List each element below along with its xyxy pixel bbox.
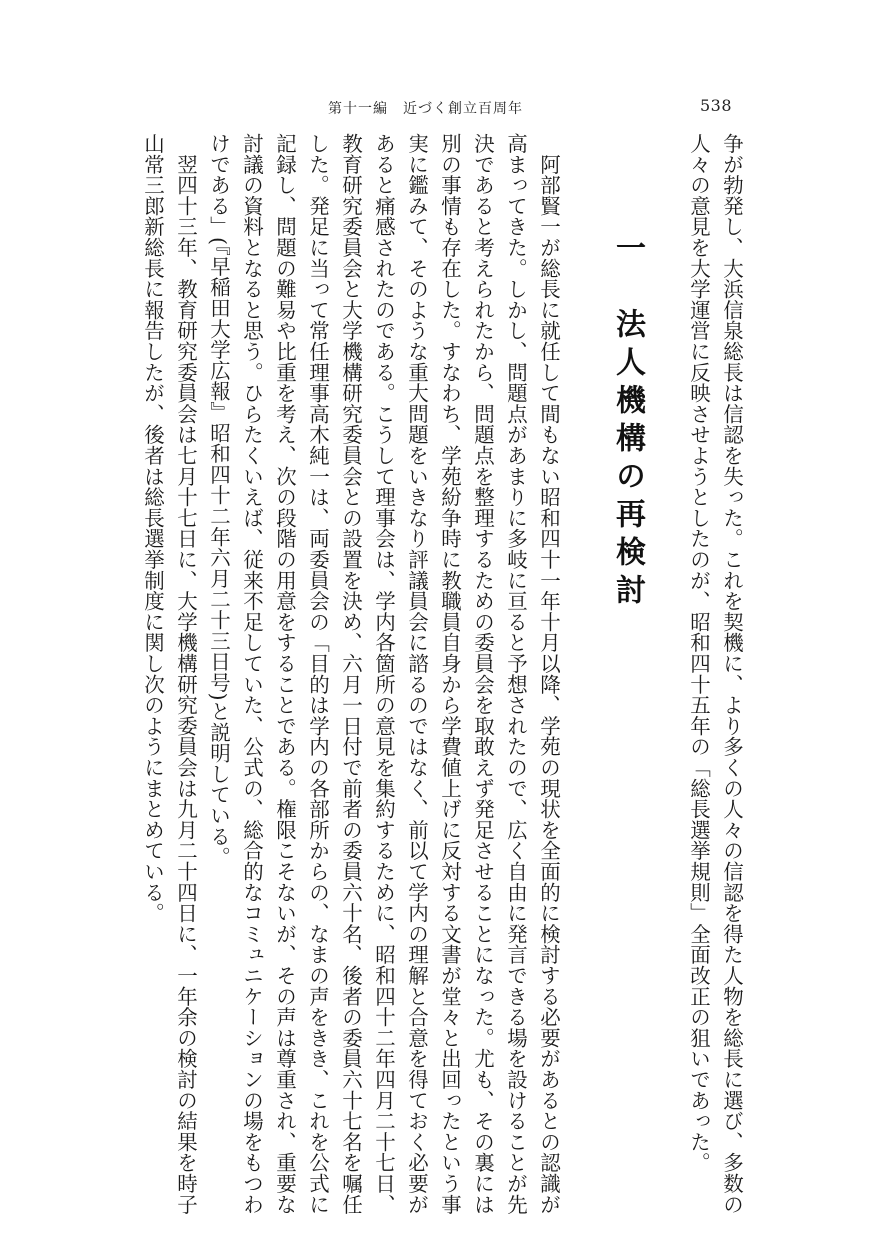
body-line: あると痛感されたのである。こうして理事会は、学内各箇所の意見を集約するために、昭和四十二年四月二十七日、 <box>371 133 396 1215</box>
page-number: 538 <box>700 96 733 115</box>
body-line: 高まってきた。しかし、問題点があまりに多岐に亘ると予想されたので、広く自由に発言できる場を設けることが先 <box>503 133 528 1215</box>
section-heading: 一 法人機構の再検討 <box>610 232 645 612</box>
body-line: 山常三郎新総長に報告したが、後者は総長選挙制度に関し次のようにまとめている。 <box>140 133 165 924</box>
body-line: 別の事情も存在した。すなわち、学苑紛争時に教職員自身から学費値上げに反対する文書が堂々と出回ったという事 <box>437 133 462 1215</box>
body-line: 実に鑑みて、そのような重大問題をいきなり評議員会に諮るのではなく、前以て学内の理解と合意を得ておく必要が <box>404 133 429 1215</box>
body-line: した。発足に当って常任理事高木純一は、両委員会の「目的は学内の各部所からの、なまの声をきき、これを公式に <box>305 133 330 1215</box>
body-line: 記録し、問題の難易や比重を考え、次の段階の用意をすることである。権限こそないが、その声は尊重され、重要な <box>272 133 297 1215</box>
body-line: けである」(『早稲田大学広報』昭和四十二年六月二十三日号)と説明している。 <box>206 133 231 868</box>
body-line: 討議の資料となると思う。ひらたくいえば、従来不足していた、公式の、総合的なコミュニケーションの場をもつわ <box>239 133 264 1215</box>
intro-line: 争が勃発し、大浜信泉総長は信認を失った。これを契機に、より多くの人々の信認を得た人物を総長に選び、多数の <box>719 133 744 1215</box>
body-line: 教育研究委員会と大学機構研究委員会との設置を決め、六月一日付で前者の委員六十名、後者の委員六十七名を嘱任 <box>338 133 363 1215</box>
body-line: 翌四十三年、教育研究委員会は七月十七日に、大学機構研究委員会は九月二十四日に、一年余の検討の結果を時子 <box>173 133 198 1215</box>
body-line: 決であると考えられたから、問題点を整理するための委員会を取敢えず発足させることになった。尤も、その裏には <box>470 133 495 1215</box>
running-header: 第十一編 近づく創立百周年 <box>328 101 523 117</box>
intro-line: 人々の意見を大学運営に反映させようとしたのが、昭和四十五年の「総長選挙規則」全面改正の狙いであった。 <box>686 133 711 1173</box>
body-line: 阿部賢一が総長に就任して間もない昭和四十一年十月以降、学苑の現状を全面的に検討する必要があるとの認識が <box>536 133 561 1215</box>
